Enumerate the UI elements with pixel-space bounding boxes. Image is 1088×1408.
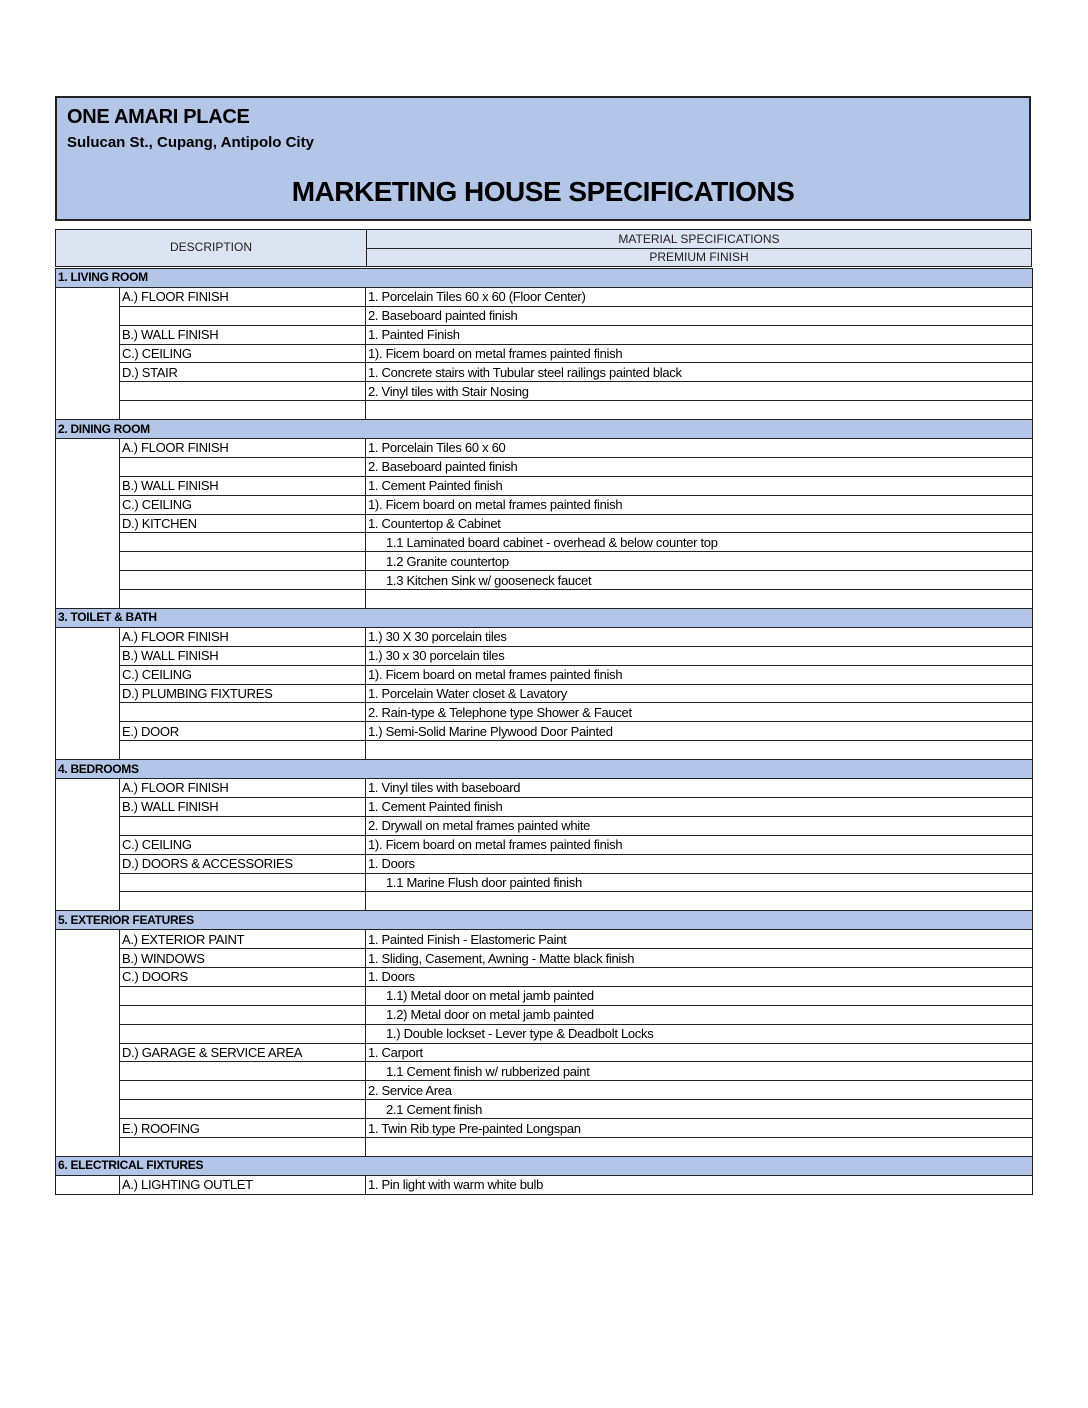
table-row	[56, 684, 1033, 703]
table-row	[56, 930, 1033, 949]
item-cell	[120, 552, 366, 571]
item-cell: C.) CEILING	[120, 665, 366, 684]
section-title: 4. BEDROOMS	[56, 760, 1033, 779]
table-row	[56, 722, 1033, 741]
spec-cell: 1.) 30 x 30 porcelain tiles	[366, 646, 1033, 665]
spec-cell	[366, 590, 1033, 609]
indent-cell	[56, 344, 120, 363]
table-row	[56, 665, 1033, 684]
item-cell	[120, 1024, 366, 1043]
material-specifications-header: MATERIAL SPECIFICATIONS	[367, 230, 1031, 249]
indent-cell	[56, 930, 120, 949]
spec-cell	[366, 892, 1033, 911]
table-row	[56, 495, 1033, 514]
item-cell: B.) WINDOWS	[120, 949, 366, 968]
table-row	[56, 287, 1033, 306]
item-cell: A.) FLOOR FINISH	[120, 439, 366, 458]
table-row	[56, 514, 1033, 533]
section-header-row	[56, 609, 1033, 628]
spec-cell: 1. Sliding, Casement, Awning - Matte black finish	[366, 949, 1033, 968]
item-cell	[120, 571, 366, 590]
table-row	[56, 344, 1033, 363]
indent-cell	[56, 892, 120, 911]
item-cell	[120, 457, 366, 476]
spec-cell: 1. Painted Finish	[366, 325, 1033, 344]
item-cell: E.) DOOR	[120, 722, 366, 741]
table-row	[56, 401, 1033, 420]
indent-cell	[56, 401, 120, 420]
spec-cell: 1.1 Marine Flush door painted finish	[366, 873, 1033, 892]
item-cell	[120, 892, 366, 911]
table-row	[56, 439, 1033, 458]
item-cell	[120, 741, 366, 760]
indent-cell	[56, 779, 120, 798]
spec-cell: 2. Vinyl tiles with Stair Nosing	[366, 382, 1033, 401]
spec-cell: 1. Painted Finish - Elastomeric Paint	[366, 930, 1033, 949]
indent-cell	[56, 703, 120, 722]
section-title: 5. EXTERIOR FEATURES	[56, 911, 1033, 930]
indent-cell	[56, 495, 120, 514]
spec-cell: 1). Ficem board on metal frames painted finish	[366, 495, 1033, 514]
section-title: 2. DINING ROOM	[56, 420, 1033, 439]
indent-cell	[56, 627, 120, 646]
item-cell: B.) WALL FINISH	[120, 476, 366, 495]
indent-cell	[56, 533, 120, 552]
section-header-row	[56, 269, 1033, 288]
indent-cell	[56, 1100, 120, 1119]
spec-cell: 2. Baseboard painted finish	[366, 306, 1033, 325]
table-row	[56, 382, 1033, 401]
item-cell: B.) WALL FINISH	[120, 325, 366, 344]
indent-cell	[56, 1119, 120, 1138]
spec-cell: 1. Porcelain Tiles 60 x 60	[366, 439, 1033, 458]
spec-cell: 2. Drywall on metal frames painted white	[366, 816, 1033, 835]
item-cell: A.) EXTERIOR PAINT	[120, 930, 366, 949]
item-cell	[120, 1005, 366, 1024]
table-header	[55, 229, 1032, 267]
indent-cell	[56, 684, 120, 703]
indent-cell	[56, 363, 120, 382]
indent-cell	[56, 722, 120, 741]
item-cell: D.) GARAGE & SERVICE AREA	[120, 1043, 366, 1062]
table-row	[56, 1100, 1033, 1119]
item-cell: D.) KITCHEN	[120, 514, 366, 533]
indent-cell	[56, 1175, 120, 1194]
spec-cell: 2. Baseboard painted finish	[366, 457, 1033, 476]
item-cell: B.) WALL FINISH	[120, 646, 366, 665]
spec-cell: 2. Service Area	[366, 1081, 1033, 1100]
indent-cell	[56, 873, 120, 892]
table-row	[56, 457, 1033, 476]
indent-cell	[56, 476, 120, 495]
indent-cell	[56, 854, 120, 873]
item-cell: C.) CEILING	[120, 835, 366, 854]
item-cell: C.) DOORS	[120, 967, 366, 986]
table-row	[56, 571, 1033, 590]
table-row	[56, 854, 1033, 873]
spec-cell: 1. Cement Painted finish	[366, 476, 1033, 495]
finish-header: PREMIUM FINISH	[367, 249, 1031, 266]
item-cell: A.) LIGHTING OUTLET	[120, 1175, 366, 1194]
indent-cell	[56, 986, 120, 1005]
spec-cell: 1. Pin light with warm white bulb	[366, 1175, 1033, 1194]
table-row	[56, 1005, 1033, 1024]
spec-cell: 1. Countertop & Cabinet	[366, 514, 1033, 533]
indent-cell	[56, 835, 120, 854]
item-cell	[120, 533, 366, 552]
table-row	[56, 1119, 1033, 1138]
table-row	[56, 967, 1033, 986]
item-cell: D.) PLUMBING FIXTURES	[120, 684, 366, 703]
project-address: Sulucan St., Cupang, Antipolo City	[67, 134, 314, 151]
section-title: 3. TOILET & BATH	[56, 609, 1033, 628]
table-row	[56, 1175, 1033, 1194]
table-row	[56, 306, 1033, 325]
item-cell	[120, 816, 366, 835]
table-row	[56, 1062, 1033, 1081]
section-header-row	[56, 760, 1033, 779]
spec-cell: 1. Vinyl tiles with baseboard	[366, 779, 1033, 798]
item-cell	[120, 306, 366, 325]
table-row	[56, 325, 1033, 344]
spec-cell: 1.) Double lockset - Lever type & Deadbolt Locks	[366, 1024, 1033, 1043]
table-row	[56, 552, 1033, 571]
indent-cell	[56, 646, 120, 665]
specifications-table	[55, 268, 1033, 1195]
table-row	[56, 779, 1033, 798]
spec-cell: 1. Doors	[366, 967, 1033, 986]
indent-cell	[56, 1081, 120, 1100]
spec-cell: 1. Twin Rib type Pre-painted Longspan	[366, 1119, 1033, 1138]
item-cell: D.) DOORS & ACCESSORIES	[120, 854, 366, 873]
spec-cell: 1.3 Kitchen Sink w/ gooseneck faucet	[366, 571, 1033, 590]
indent-cell	[56, 382, 120, 401]
table-row	[56, 1024, 1033, 1043]
indent-cell	[56, 967, 120, 986]
indent-cell	[56, 552, 120, 571]
item-cell: A.) FLOOR FINISH	[120, 627, 366, 646]
item-cell	[120, 590, 366, 609]
item-cell: B.) WALL FINISH	[120, 797, 366, 816]
indent-cell	[56, 1137, 120, 1156]
table-row	[56, 835, 1033, 854]
table-row	[56, 627, 1033, 646]
document-header	[55, 96, 1031, 221]
table-row	[56, 1081, 1033, 1100]
spec-cell: 1.1 Cement finish w/ rubberized paint	[366, 1062, 1033, 1081]
item-cell	[120, 986, 366, 1005]
spec-cell: 2.1 Cement finish	[366, 1100, 1033, 1119]
spec-cell	[366, 741, 1033, 760]
section-title: 6. ELECTRICAL FIXTURES	[56, 1156, 1033, 1175]
table-row	[56, 476, 1033, 495]
spec-cell: 1). Ficem board on metal frames painted finish	[366, 665, 1033, 684]
indent-cell	[56, 514, 120, 533]
item-cell	[120, 382, 366, 401]
indent-cell	[56, 457, 120, 476]
document-title: MARKETING HOUSE SPECIFICATIONS	[291, 176, 795, 207]
indent-cell	[56, 306, 120, 325]
spec-cell: 1.1) Metal door on metal jamb painted	[366, 986, 1033, 1005]
indent-cell	[56, 1024, 120, 1043]
project-name: ONE AMARI PLACE	[67, 106, 250, 128]
spec-cell: 1. Carport	[366, 1043, 1033, 1062]
item-cell	[120, 401, 366, 420]
table-row	[56, 873, 1033, 892]
spec-cell: 1. Porcelain Water closet & Lavatory	[366, 684, 1033, 703]
spec-cell	[366, 401, 1033, 420]
table-row	[56, 1137, 1033, 1156]
indent-cell	[56, 949, 120, 968]
table-row	[56, 703, 1033, 722]
indent-cell	[56, 797, 120, 816]
section-header-row	[56, 911, 1033, 930]
item-cell	[120, 1100, 366, 1119]
table-row	[56, 949, 1033, 968]
table-row	[56, 816, 1033, 835]
spec-cell: 1). Ficem board on metal frames painted finish	[366, 344, 1033, 363]
table-row	[56, 590, 1033, 609]
item-cell	[120, 1062, 366, 1081]
item-cell: C.) CEILING	[120, 495, 366, 514]
item-cell	[120, 1137, 366, 1156]
spec-cell: 1. Concrete stairs with Tubular steel railings painted black	[366, 363, 1033, 382]
spec-cell	[366, 1137, 1033, 1156]
spec-cell: 1.) Semi-Solid Marine Plywood Door Painted	[366, 722, 1033, 741]
item-cell	[120, 1081, 366, 1100]
indent-cell	[56, 287, 120, 306]
item-cell	[120, 873, 366, 892]
spec-cell: 1.2) Metal door on metal jamb painted	[366, 1005, 1033, 1024]
spec-cell: 2. Rain-type & Telephone type Shower & Faucet	[366, 703, 1033, 722]
table-row	[56, 741, 1033, 760]
spec-cell: 1.1 Laminated board cabinet - overhead & below counter top	[366, 533, 1033, 552]
section-title: 1. LIVING ROOM	[56, 269, 1033, 288]
item-cell	[120, 703, 366, 722]
item-cell: E.) ROOFING	[120, 1119, 366, 1138]
indent-cell	[56, 571, 120, 590]
table-row	[56, 363, 1033, 382]
section-header-row	[56, 420, 1033, 439]
spec-cell: 1. Doors	[366, 854, 1033, 873]
item-cell: D.) STAIR	[120, 363, 366, 382]
table-row	[56, 646, 1033, 665]
indent-cell	[56, 439, 120, 458]
item-cell: A.) FLOOR FINISH	[120, 779, 366, 798]
table-row	[56, 892, 1033, 911]
spec-cell: 1. Cement Painted finish	[366, 797, 1033, 816]
item-cell: A.) FLOOR FINISH	[120, 287, 366, 306]
indent-cell	[56, 1062, 120, 1081]
item-cell: C.) CEILING	[120, 344, 366, 363]
spec-cell: 1. Porcelain Tiles 60 x 60 (Floor Center)	[366, 287, 1033, 306]
section-header-row	[56, 1156, 1033, 1175]
table-row	[56, 1043, 1033, 1062]
description-column-header: DESCRIPTION	[56, 230, 367, 266]
indent-cell	[56, 1043, 120, 1062]
spec-cell: 1.) 30 X 30 porcelain tiles	[366, 627, 1033, 646]
table-row	[56, 533, 1033, 552]
indent-cell	[56, 1005, 120, 1024]
indent-cell	[56, 741, 120, 760]
indent-cell	[56, 325, 120, 344]
spec-cell: 1.2 Granite countertop	[366, 552, 1033, 571]
indent-cell	[56, 590, 120, 609]
indent-cell	[56, 816, 120, 835]
table-row	[56, 797, 1033, 816]
indent-cell	[56, 665, 120, 684]
spec-cell: 1). Ficem board on metal frames painted finish	[366, 835, 1033, 854]
table-row	[56, 986, 1033, 1005]
